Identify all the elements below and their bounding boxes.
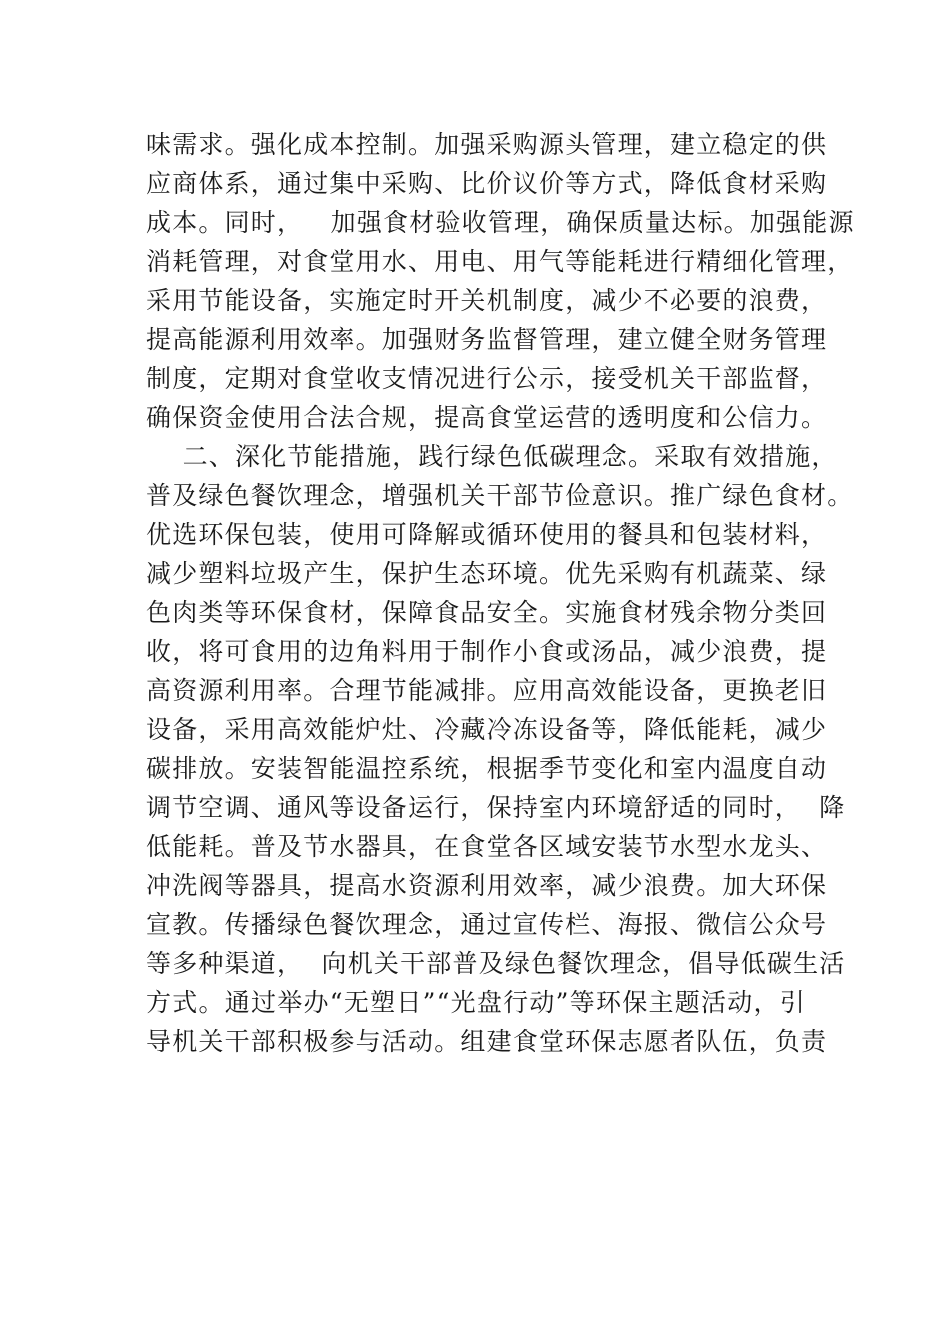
text-line: 设备，采用高效能炉灶、冷藏冷冻设备等，降低能耗，减少 [146, 715, 828, 744]
text-line: 导机关干部积极参与活动。组建食堂环保志愿者队伍，负责 [146, 1027, 828, 1056]
text-line: 等多种渠道， 向机关干部普及绿色餐饮理念，倡导低碳生活 [146, 949, 846, 978]
text-line: 宣教。传播绿色餐饮理念，通过宣传栏、海报、微信公众号 [146, 910, 828, 939]
text-line: 收，将可食用的边角料用于制作小食或汤品，减少浪费，提 [146, 637, 828, 666]
text-line: 采用节能设备，实施定时开关机制度，减少不必要的浪费， [146, 286, 828, 315]
text-line: 二、深化节能措施，践行绿色低碳理念。采取有效措施， [146, 442, 838, 471]
text-line: 应商体系，通过集中采购、比价议价等方式，降低食材采购 [146, 169, 828, 198]
text-line: 普及绿色餐饮理念，增强机关干部节俭意识。推广绿色食材。 [146, 481, 854, 510]
text-line: 高资源利用率。合理节能减排。应用高效能设备，更换老旧 [146, 676, 828, 705]
text-line: 色肉类等环保食材，保障食品安全。实施食材残余物分类回 [146, 598, 828, 627]
text-line: 优选环保包装，使用可降解或循环使用的餐具和包装材料， [146, 520, 828, 549]
text-line: 确保资金使用合法合规，提高食堂运营的透明度和公信力。 [146, 403, 828, 432]
text-line: 低能耗。普及节水器具，在食堂各区域安装节水型水龙头、 [146, 832, 828, 861]
body-text [146, 125, 855, 1061]
text-line: 方式。通过举办“无塑日”“光盘行动”等环保主题活动，引 [146, 988, 806, 1017]
paragraph [146, 125, 855, 437]
text-line: 成本。同时， 加强食材验收管理，确保质量达标。加强能源 [146, 208, 855, 237]
text-line: 冲洗阀等器具，提高水资源利用效率，减少浪费。加大环保 [146, 871, 828, 900]
text-line: 碳排放。安装智能温控系统，根据季节变化和室内温度自动 [146, 754, 828, 783]
text-line: 消耗管理，对食堂用水、用电、用气等能耗进行精细化管理， [146, 247, 854, 276]
text-line: 制度，定期对食堂收支情况进行公示，接受机关干部监督， [146, 364, 828, 393]
text-line: 减少塑料垃圾产生，保护生态环境。优先采购有机蔬菜、绿 [146, 559, 828, 588]
paragraph [146, 437, 854, 1061]
text-line: 调节空调、通风等设备运行，保持室内环境舒适的同时， 降 [146, 793, 846, 822]
text-line: 味需求。强化成本控制。加强采购源头管理，建立稳定的供 [146, 130, 828, 159]
text-line: 提高能源利用效率。加强财务监督管理，建立健全财务管理 [146, 325, 828, 354]
